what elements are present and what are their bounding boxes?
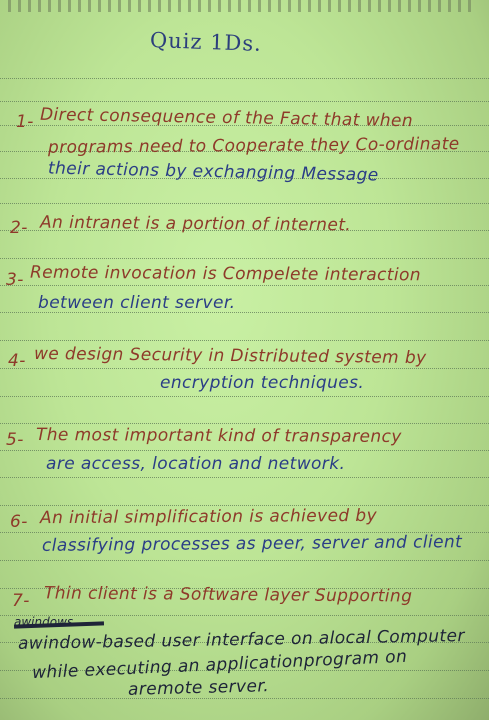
answer-5-line-1: The most important kind of transparency xyxy=(35,425,402,447)
ruled-line xyxy=(0,258,489,259)
ruled-line xyxy=(0,101,489,102)
answer-1-line-2: programs need to Cooperate they Co-ordinate xyxy=(47,134,460,158)
answer-3-number: 3- xyxy=(6,270,24,290)
ruled-line xyxy=(0,560,489,561)
answer-6-line-2: classifying processes as peer, server and client xyxy=(41,532,463,556)
answer-5-number: 5- xyxy=(6,430,24,450)
ruled-line xyxy=(0,203,489,204)
answer-1-line-3: their actions by exchanging Message xyxy=(47,158,379,186)
answer-7-line-3: while executing an applicationprogram on xyxy=(31,646,408,684)
struck-out-word: awindows xyxy=(14,615,104,633)
ruled-line xyxy=(0,396,489,397)
ruled-line xyxy=(0,450,489,451)
ruled-line xyxy=(0,368,489,369)
answer-1-line-1: Direct consequence of the Fact that when xyxy=(39,104,414,132)
answer-7-line-2: awindow-based user interface on alocal Computer xyxy=(17,626,465,654)
answer-2-number: 2- xyxy=(10,218,28,238)
answer-5-line-2: are access, location and network. xyxy=(46,454,346,474)
answer-6-number: 6- xyxy=(10,512,28,532)
answer-2-line-1: An intranet is a portion of internet. xyxy=(39,212,352,236)
answer-7-line-4: aremote server. xyxy=(127,676,270,700)
answer-7-line-1: Thin client is a Software layer Supporting xyxy=(43,583,413,607)
answer-4-line-1: we design Security in Distributed system by xyxy=(33,343,427,369)
spiral-binding xyxy=(8,0,478,12)
ruled-line xyxy=(0,340,489,341)
answer-4-line-2: encryption techniques. xyxy=(160,373,365,393)
answer-3-line-1: Remote invocation is Compelete interaction xyxy=(29,262,422,286)
answer-4-number: 4- xyxy=(8,351,26,371)
answer-1-number: 1- xyxy=(16,112,34,132)
answer-3-line-2: between client server. xyxy=(38,293,236,313)
answer-7-number: 7- xyxy=(12,591,30,611)
answer-6-line-1: An initial simplification is achieved by xyxy=(39,505,378,529)
ruled-line xyxy=(0,423,489,424)
ruled-line xyxy=(0,78,489,79)
ruled-line xyxy=(0,698,489,699)
quiz-title: Quiz 1Ds. xyxy=(149,28,263,56)
ruled-line xyxy=(0,477,489,478)
